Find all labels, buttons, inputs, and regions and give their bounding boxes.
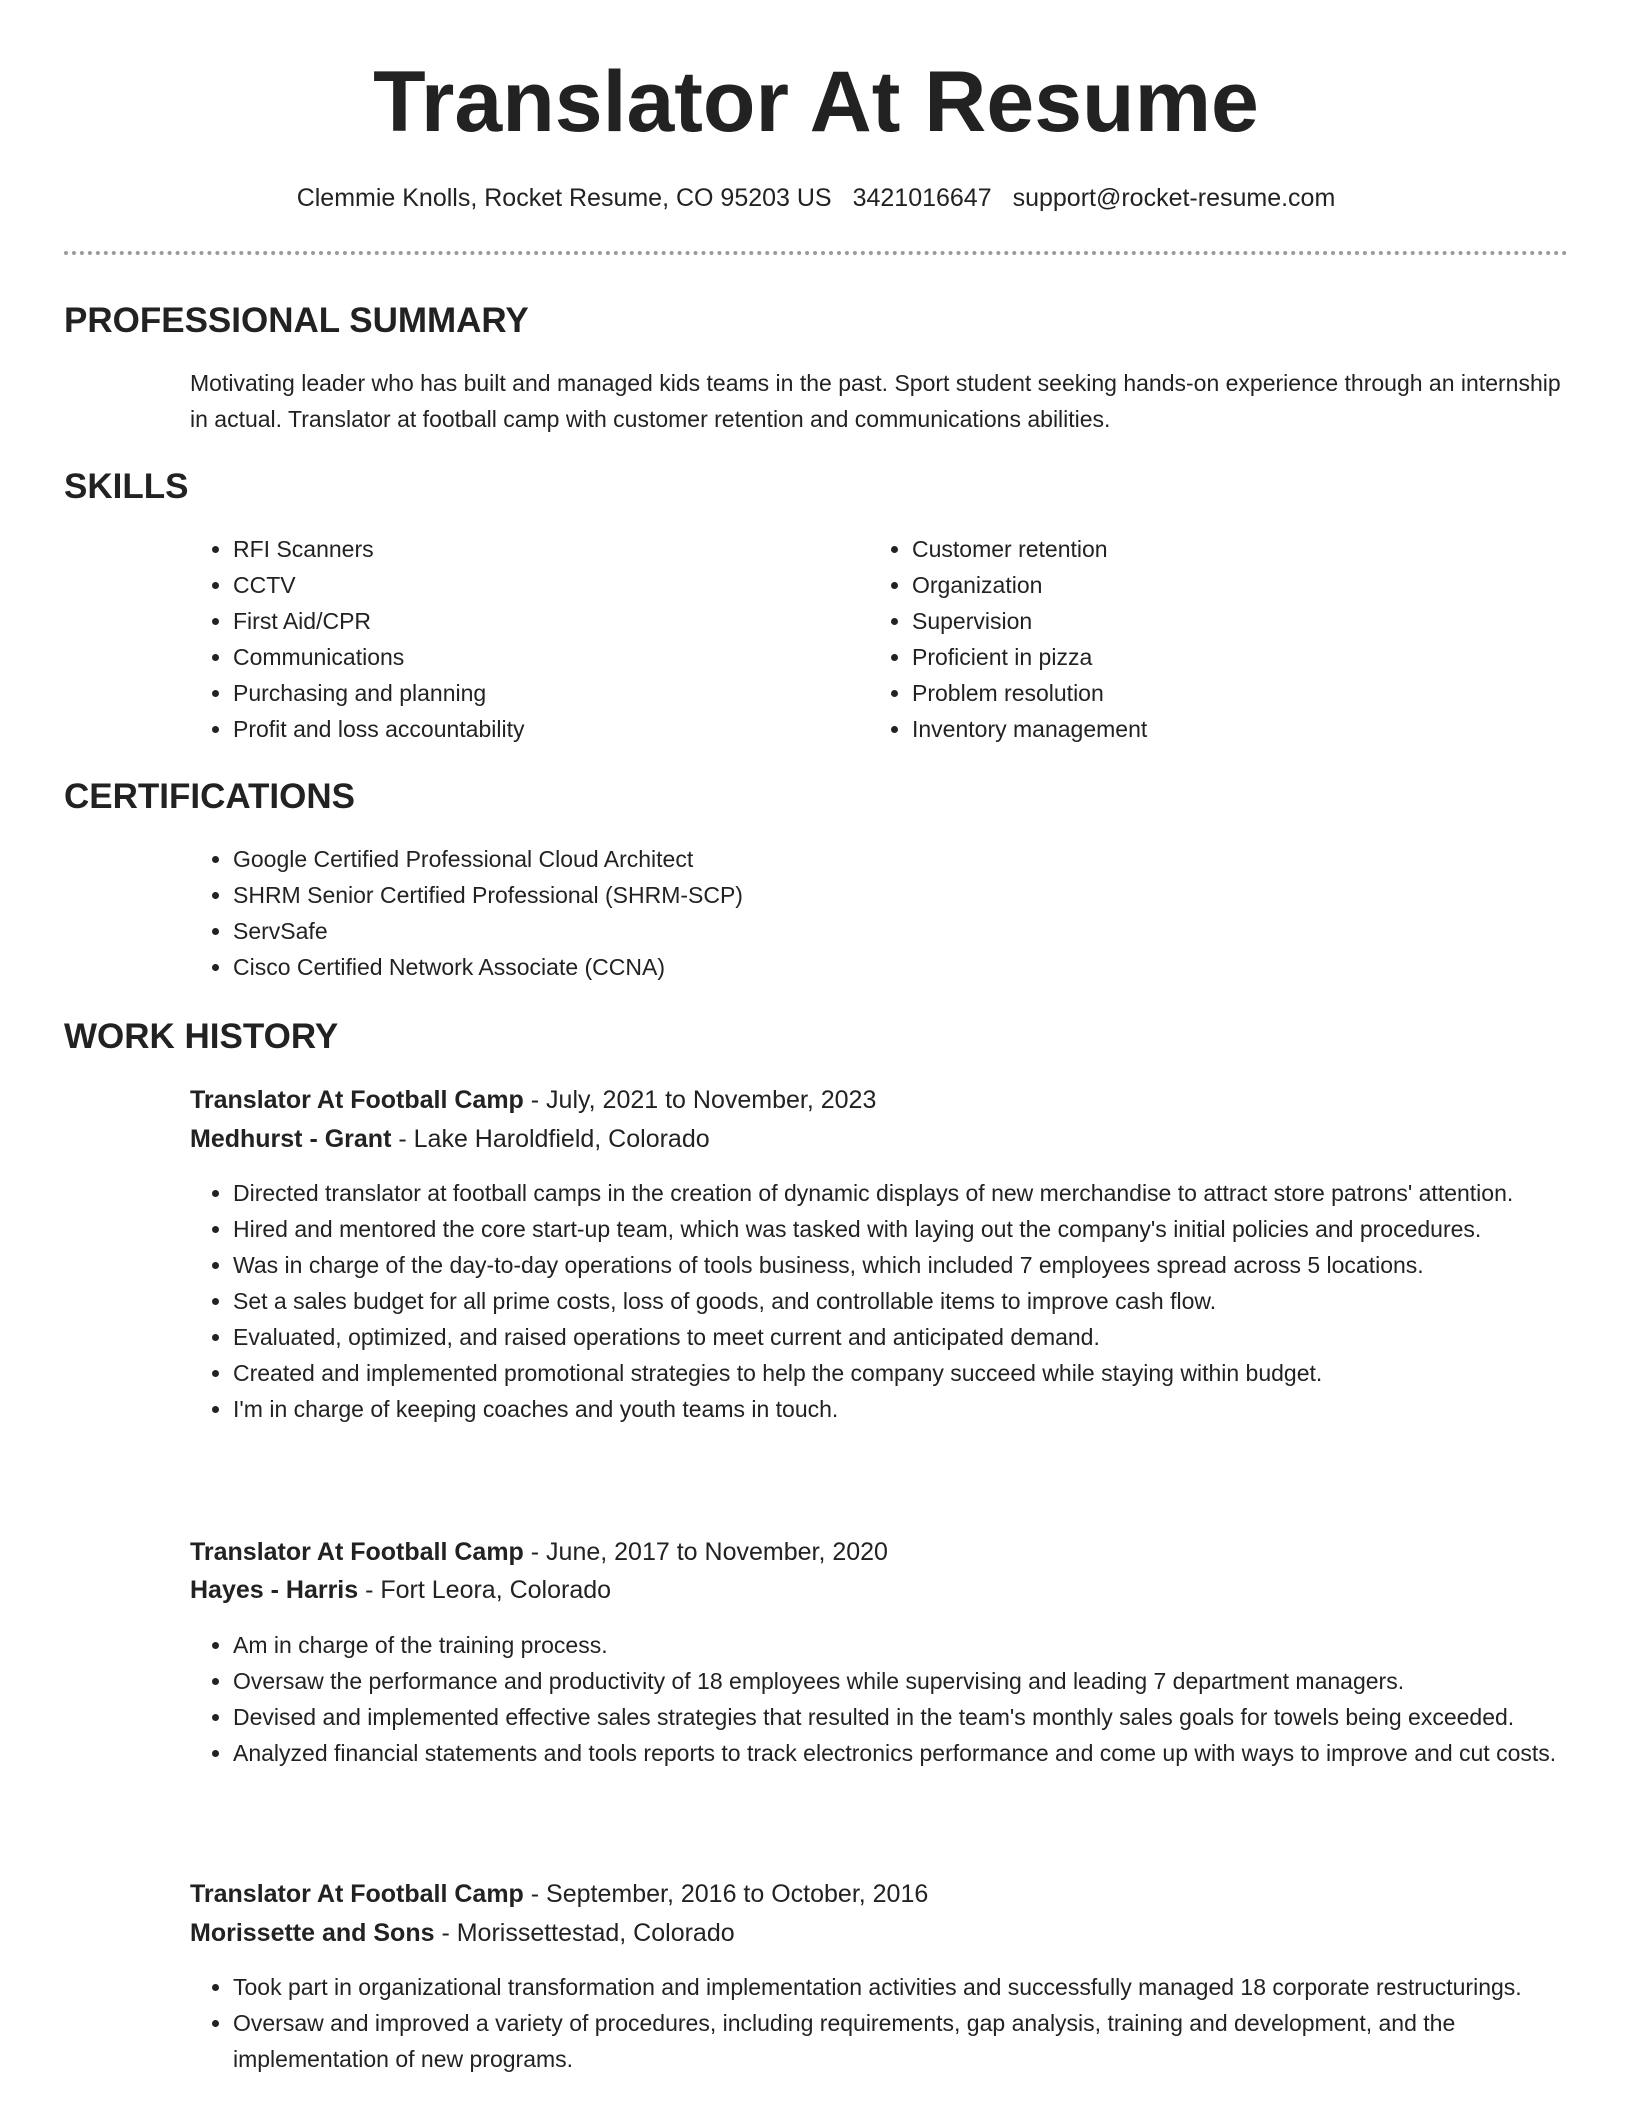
certification-item: • ServSafe — [233, 913, 1433, 949]
job-dates: - July, 2021 to November, 2023 — [530, 1086, 877, 1114]
job-bullet: • Set a sales budget for all prime costs, loss of goods, and controllable items to improve cash flow. — [233, 1283, 1613, 1319]
job-bullet: • Devised and implemented effective sales strategies that resulted in the team's monthly sales goals for towels being exceeded. — [233, 1699, 1613, 1735]
job-location: - Lake Haroldfield, Colorado — [398, 1125, 710, 1153]
job-company-line — [190, 1571, 611, 1609]
skills-list-left — [190, 531, 833, 747]
summary-text: Motivating leader who has built and managed kids teams in the past. Sport student seeking hands-on experience through an internship in actual. Translator at football camp with customer retention and communications abilities. — [190, 370, 1561, 432]
certifications-list — [190, 841, 1433, 985]
skill-item: • Inventory management — [912, 711, 1512, 747]
skill-item: • CCTV — [233, 567, 833, 603]
job-bullet: • Was in charge of the day-to-day operations of tools business, which included 7 employees spread across 5 locations. — [233, 1247, 1613, 1283]
skill-item: • Purchasing and planning — [233, 675, 833, 711]
job-bullet: • Created and implemented promotional strategies to help the company succeed while staying within budget. — [233, 1355, 1613, 1391]
skill-item: • First Aid/CPR — [233, 603, 833, 639]
skill-item: • Supervision — [912, 603, 1512, 639]
certification-item: • SHRM Senior Certified Professional (SHRM-SCP) — [233, 877, 1433, 913]
job-title-line — [190, 1875, 928, 1913]
work-history-heading: WORK HISTORY — [64, 1017, 339, 1056]
job-company: Morissette and Sons — [190, 1919, 435, 1947]
job-title: Translator At Football Camp — [190, 1880, 524, 1908]
certification-item: • Cisco Certified Network Associate (CCNA) — [233, 949, 1433, 985]
skills-heading: SKILLS — [64, 467, 189, 506]
job-bullet: • Hired and mentored the core start-up team, which was tasked with laying out the company's initial policies and procedures. — [233, 1211, 1613, 1247]
contact-phone[interactable]: 3421016647 — [852, 184, 992, 212]
job-bullets — [190, 1627, 1613, 1771]
job-bullet: • I'm in charge of keeping coaches and youth teams in touch. — [233, 1391, 1613, 1427]
job-bullet: • Oversaw the performance and productivity of 18 employees while supervising and leading 7 department managers. — [233, 1663, 1613, 1699]
job-bullet: • Oversaw and improved a variety of procedures, including requirements, gap analysis, training and development, and the implementation of new programs. — [233, 2005, 1613, 2077]
certifications-heading: CERTIFICATIONS — [64, 777, 356, 816]
job-dates: - June, 2017 to November, 2020 — [530, 1538, 888, 1566]
job-company: Medhurst - Grant — [190, 1125, 392, 1153]
skills-list-right — [869, 531, 1512, 747]
job-bullets — [190, 1175, 1613, 1427]
job-bullets — [190, 1969, 1613, 2077]
skill-item: • Organization — [912, 567, 1512, 603]
job-bullet: • Analyzed financial statements and tools reports to track electronics performance and come up with ways to improve and cut costs. — [233, 1735, 1613, 1771]
job-location: - Morissettestad, Colorado — [441, 1919, 735, 1947]
skill-item: • Proficient in pizza — [912, 639, 1512, 675]
skill-item: • Customer retention — [912, 531, 1512, 567]
job-company-line — [190, 1120, 710, 1158]
job-dates: - September, 2016 to October, 2016 — [530, 1880, 929, 1908]
job-bullet: • Am in charge of the training process. — [233, 1627, 1613, 1663]
skill-item: • RFI Scanners — [233, 531, 833, 567]
skill-item: • Problem resolution — [912, 675, 1512, 711]
certification-item: • Google Certified Professional Cloud Architect — [233, 841, 1433, 877]
skill-item: • Profit and loss accountability — [233, 711, 833, 747]
job-title-line — [190, 1081, 876, 1119]
job-bullet: • Took part in organizational transformation and implementation activities and successfully managed 18 corporate restructurings. — [233, 1969, 1613, 2005]
contact-address: Clemmie Knolls, Rocket Resume, CO 95203 US — [296, 184, 832, 212]
header-divider — [64, 251, 1568, 255]
summary-heading: PROFESSIONAL SUMMARY — [64, 301, 529, 340]
job-title-line — [190, 1533, 888, 1571]
job-bullet: • Evaluated, optimized, and raised operations to meet current and anticipated demand. — [233, 1319, 1613, 1355]
job-bullet: • Directed translator at football camps in the creation of dynamic displays of new merchandise to attract store patrons' attention. — [233, 1175, 1613, 1211]
contact-email[interactable]: support@rocket-resume.com — [1012, 184, 1336, 212]
job-title: Translator At Football Camp — [190, 1086, 524, 1114]
skill-item: • Communications — [233, 639, 833, 675]
job-title: Translator At Football Camp — [190, 1538, 524, 1566]
job-company: Hayes - Harris — [190, 1576, 359, 1604]
resume-title: Translator At Resume — [373, 54, 1259, 150]
contact-line — [0, 180, 1632, 216]
job-company-line — [190, 1914, 735, 1952]
job-location: - Fort Leora, Colorado — [365, 1576, 612, 1604]
